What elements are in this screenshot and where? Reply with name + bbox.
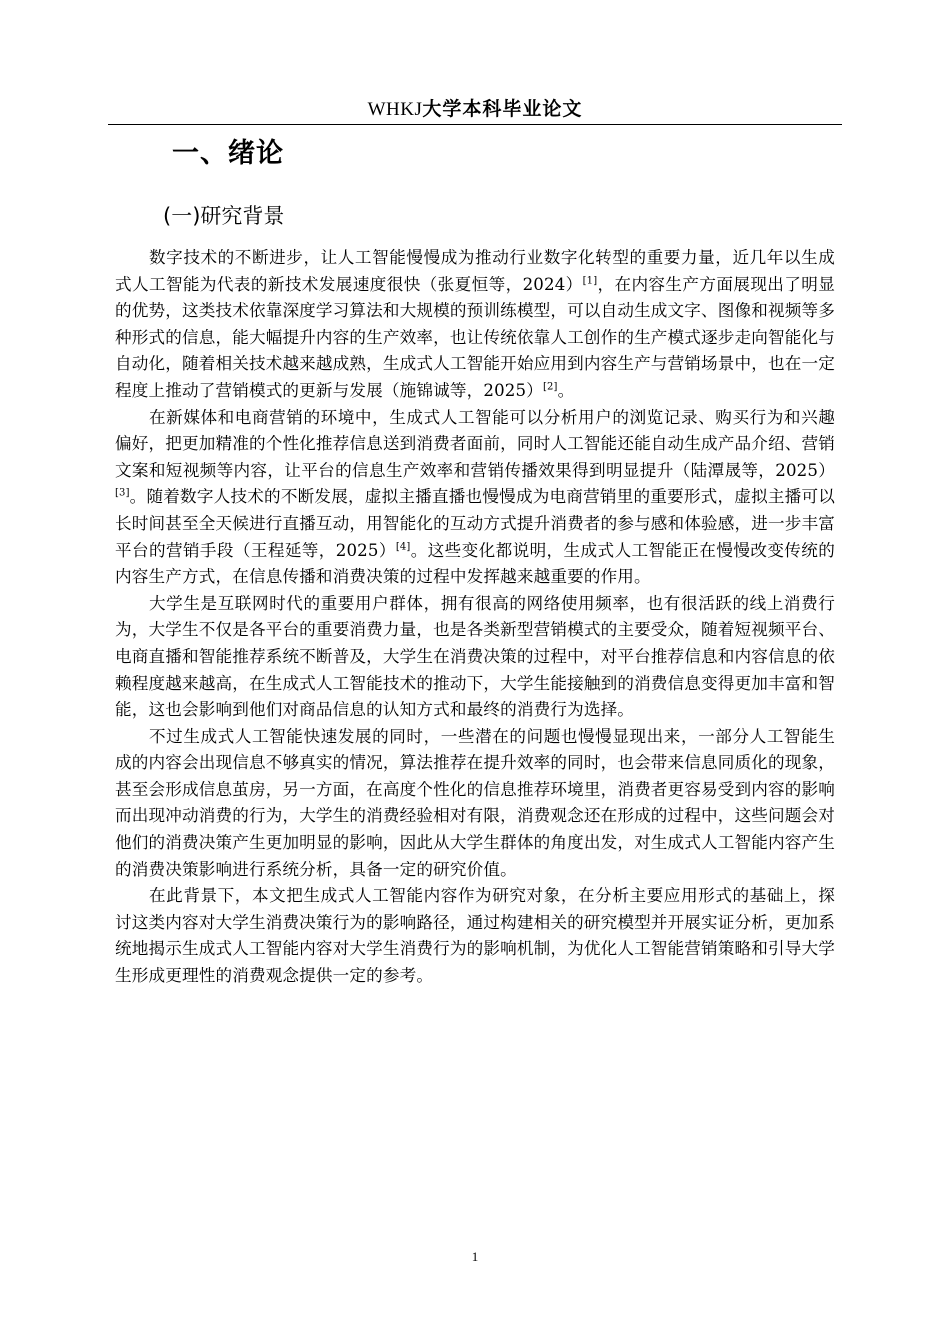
- paragraph-text: 在新媒体和电商营销的环境中，生成式人工智能可以分析用户的浏览记录、购买行为和兴趣偏好，把更加精准的个性化推荐信息送到消费者面前，同时人工智能还能自动生成产品介绍、营销文案和短视频等内容，让平台的信息生产效率和营销传播效果得到明显提升（陆潭晟等，2025）: [115, 407, 835, 480]
- paragraph-text: 数字技术的不断进步，让人工智能慢慢成为推动行业数字化转型的重要力量，近几年以生成式人工智能为代表的新技术发展速度很快（张夏恒等，2024）: [115, 248, 835, 294]
- paragraph-text: 。: [557, 380, 575, 400]
- paragraph-text: 大学生是互联网时代的重要用户群体，拥有很高的网络使用频率，也有很活跃的线上消费行为，大学生不仅是各平台的重要消费力量，也是各类新型营销模式的主要受众，随着短视频平台、电商直播和智能推荐系统不断普及，大学生在消费决策的过程中，对平台推荐信息和内容信息的依赖程度越来越高，在生成式人工智能技术的推动下，大学生能接触到的消费信息变得更加丰富和智能，这也会影响到他们对商品信息的认知方式和最终的消费行为选择。: [115, 593, 835, 720]
- page-number: 1: [471, 1249, 479, 1264]
- running-header: [108, 96, 842, 125]
- paragraph-text: 不过生成式人工智能快速发展的同时，一些潜在的问题也慢慢显现出来，一部分人工智能生成的内容会出现信息不够真实的情况，算法推荐在提升效率的同时，也会带来信息同质化的现象，甚至会形成信息茧房，另一方面，在高度个性化的信息推荐环境里，消费者更容易受到内容的影响而出现冲动消费的行为，大学生的消费经验相对有限，消费观念还在形成的过程中，这些问题会对他们的消费决策产生更加明显的影响，因此从大学生群体的角度出发，对生成式人工智能内容产生的消费决策影响进行系统分析，具备一定的研究价值。: [115, 726, 835, 879]
- chapter-title: 一、绪论: [172, 138, 284, 169]
- body-text: [115, 245, 835, 990]
- citation-marker: [3]: [115, 487, 130, 499]
- paragraph-text: ，在内容生产方面展现出了明显的优势，这类技术依靠深度学习算法和大规模的预训练模型，可以自动生成文字、图像和视频等多种形式的信息，能大幅提升内容的生产效率，也让传统依靠人工创作的生产模式逐步走向智能化与自动化，随着相关技术越来越成熟，生成式人工智能开始应用到内容生产与营销场景中，也在一定程度上推动了营销模式的更新与发展（施锦诚等，2025）: [115, 274, 835, 400]
- header-title: 大学本科毕业论文: [422, 98, 583, 120]
- paragraph-1: [115, 245, 835, 405]
- header-code: WHKJ: [367, 99, 423, 120]
- paragraph-5: [115, 883, 835, 989]
- paragraph-text: 。随着数字人技术的不断发展，虚拟主播直播也慢慢成为电商营销里的重要形式，虚拟主播可以长时间甚至全天候进行直播互动，用智能化的互动方式提升消费者的参与感和体验感，进一步丰富平台的营销手段（王程延等，2025）: [115, 487, 835, 560]
- citation-marker: [4]: [395, 541, 411, 552]
- paragraph-text: 在此背景下，本文把生成式人工智能内容作为研究对象，在分析主要应用形式的基础上，探讨这类内容对大学生消费决策行为的影响路径，通过构建相关的研究模型并开展实证分析，更加系统地揭示生成式人工智能内容对大学生消费行为的影响机制，为优化人工智能营销策略和引导大学生形成更理性的消费观念提供一定的参考。: [115, 886, 835, 986]
- section-title: (一)研究背景: [163, 204, 285, 228]
- paragraph-4: [115, 724, 835, 884]
- paragraph-2: [115, 405, 835, 591]
- paragraph-text: 。这些变化都说明，生成式人工智能正在慢慢改变传统的内容生产方式，在信息传播和消费决策的过程中发挥越来越重要的作用。: [115, 540, 836, 587]
- citation-marker: [2]: [542, 381, 558, 393]
- paragraph-3: [115, 591, 835, 724]
- citation-marker: [1]: [582, 275, 598, 287]
